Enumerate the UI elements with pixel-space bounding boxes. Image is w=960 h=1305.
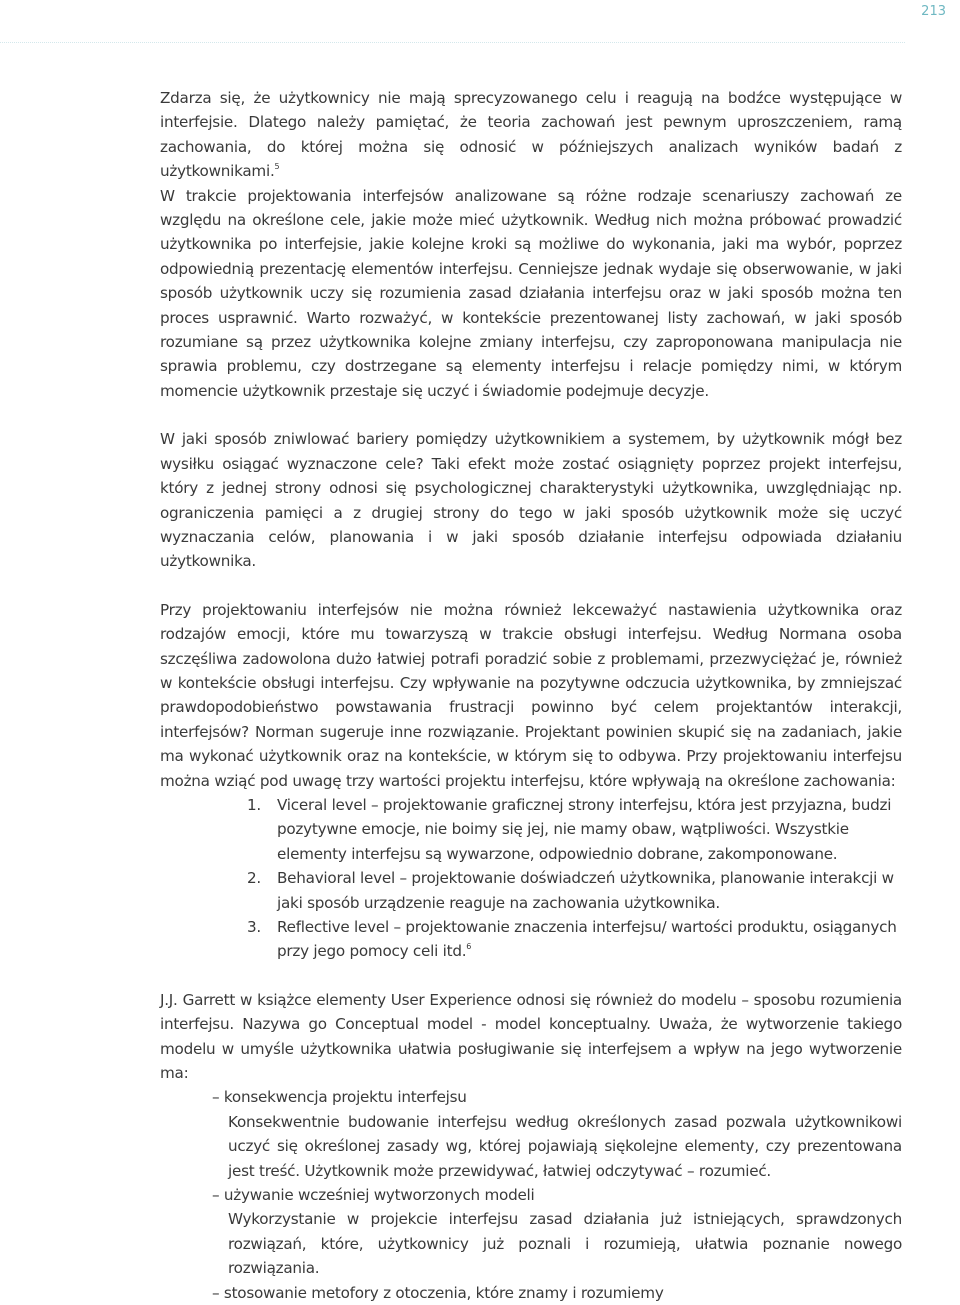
paragraph-garrett: J.J. Garrett w książce elementy User Experience odnosi się również do modelu – sposobu rozumienia interfejsu. Nazywa go Conceptual model - model konceptualny. Uważa, że wytworzenie takiego modelu w umyśle użytkownika ułatwia posługiwanie się interfejsem a wpływ na jego wytworzenie ma: [160, 990, 902, 1083]
paragraph-goals-text: Zdarza się, że użytkownicy nie mają sprecyzowanego celu i reagują na bodźce występujące w interfejsie. Dlatego należy pamiętać, że teoria zachowań jest pewnym uproszczeniem, ramą zachowania, do której można się odnosić w późniejszych analizach wyników badań z użytkownikami. [160, 89, 902, 181]
list-number: 2. [247, 869, 261, 888]
header-divider [0, 42, 905, 43]
page-body [160, 86, 902, 1305]
list-item-text: Viceral level – projektowanie graficznej strony interfejsu, która jest przyjazna, budzi pozytywne emocje, nie boimy się jej, nie mamy obaw, wątpliwości. Wszystkie elementy interfejsu są wywarzone, odpowiednio dobrane, zakomponowane. [277, 795, 892, 863]
page-number: 213 [921, 4, 946, 19]
list-item [247, 793, 902, 866]
paragraph-scenarios-text: W trakcie projektowania interfejsów analizowane są różne rodzaje scenariuszy zachowań ze względu na określone cele, jakie może mieć użytkownik. Według nich można próbować prowadzić użytkownika po interfejsie, jakie kolejne kroki są możliwe do wykonania, jaki ma wybór, poprzez odpowiednią prezentację elementów interfejsu. Cenniejsze jednak wydaje się obserwowanie, w jaki sposób użytkownik uczy się rozumienia zasad działania interfejsu oraz w jaki sposób można ten proces usprawnić. Warto rozważyć, w kontekście prezentowanej listy zachowań, w jaki sposób rozumiane są przez użytkownika kolejne zmiany interfejsu, czy zaproponowana manipulacja nie sprawia problemu, czy dostrzegane są elementy interfejsu i relacje pomiędzy nimi, w którym momencie użytkownik przestaje się uczyć i świadomie podejmuje decyzje. [160, 186, 902, 400]
paragraph-barriers: W jaki sposób zniwlować bariery pomiędzy użytkownikiem a systemem, by użytkownik mógł bez wysiłku osiągać wyznaczone cele? Taki efekt może zostać osiągnięty poprzez projekt interfejsu, który z jednej strony odnosi się psychologicznej charakterystyki użytkownika, uwzględniając np. ograniczenia pamięci a z drugiej strony do tego w jaki sposób użytkownik może się uczyć wyznaczania celów, planowania i w jaki sposób działanie interfejsu odpowiada działaniu użytkownika. [160, 430, 902, 571]
design-levels-list [160, 793, 902, 964]
list-item: – używanie wcześniej wytworzonych modeli [212, 1186, 535, 1205]
list-number: 1. [247, 795, 261, 814]
list-item-description: Wykorzystanie w projekcie interfejsu zasad działania już istniejących, sprawdzonych rozwiązań, które, użytkownicy już poznali i rozumieją, ułatwia poznanie nowego rozwiązania. [228, 1210, 902, 1278]
list-item-description: Konsekwentnie budowanie interfejsu według określonych zasad pozwala użytkownikowi uczyć się określonej zasady wg, której pojawiają siękolejne elementy, czy prezentowana jest treść. Użytkownik może przewidywać, łatwiej odczytywać – rozumieć. [228, 1112, 902, 1180]
conceptual-model-list [160, 1085, 902, 1305]
list-item: – konsekwencja projektu interfejsu [212, 1088, 467, 1107]
list-item [247, 915, 902, 964]
list-item [247, 866, 902, 915]
footnote-ref-6: 6 [466, 942, 472, 952]
list-item-text: Reflective level – projektowanie znaczenia interfejsu/ wartości produktu, osiąganych przy jego pomocy celi itd.$^6$ [277, 918, 897, 961]
list-item-text: Behavioral level – projektowanie doświadczeń użytkownika, planowanie interakcji w jaki sposób urządzenie reaguje na zachowania użytkownika. [277, 869, 894, 912]
paragraph-goals [160, 86, 902, 403]
paragraph-emotions: Przy projektowaniu interfejsów nie można również lekceważyć nastawienia użytkownika oraz rodzajów emocji, które mu towarzyszą w trakcie obsługi interfejsu. Według Normana osoba szczęśliwa zadowolona dużo łatwiej potrafi poradzić sobie z problemami, przezwyciężać je, również w kontekście obsługi interfejsu. Czy wpływanie na pozytywne odczucia użytkownika, by zmniejszać prawdopodobieństwo powstawania frustracji powinno być celem projektantów interakcji, interfejsów? Norman sugeruje inne rozwiązanie. Projektant powinien skupić się na zadaniach, jakie ma wykonać użytkownik oraz na kontekście, w którym się to odbywa. Przy projektowaniu interfejsu można wziąć pod uwagę trzy wartości projektu interfejsu, które wpływają na określone zachowania: [160, 600, 902, 790]
footnote-ref-5: 5 [274, 162, 280, 172]
list-item: – stosowanie metofory z otoczenia, które znamy i rozumiemy [212, 1283, 664, 1302]
list-number: 3. [247, 918, 261, 936]
